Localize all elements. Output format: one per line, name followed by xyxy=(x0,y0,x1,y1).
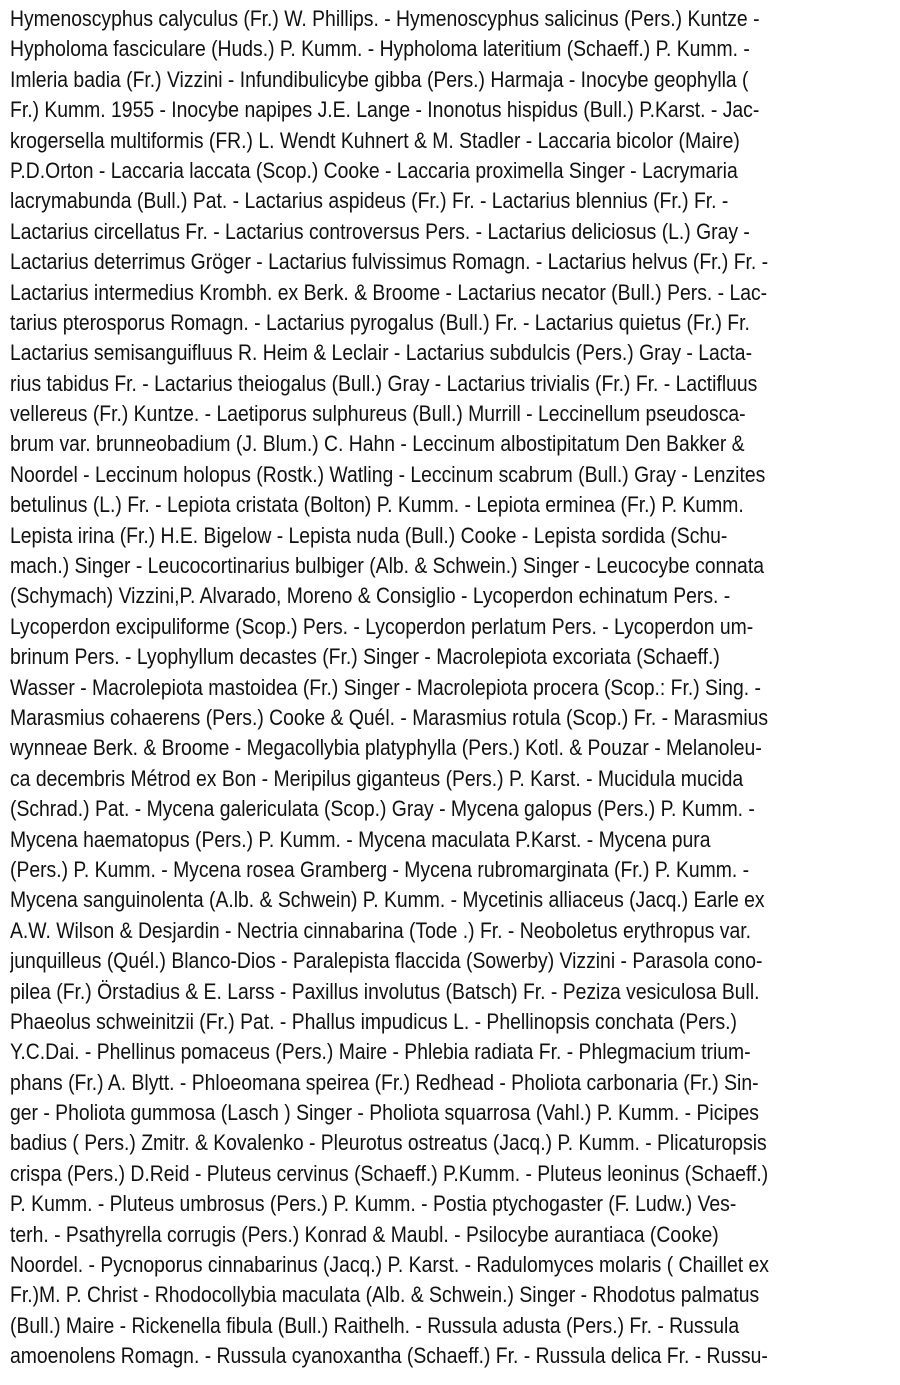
text-line: brinum Pers. - Lyophyllum decastes (Fr.) Singer - Macrolepiota excoriata (Schaeff.) xyxy=(10,644,720,670)
text-line: pilea (Fr.) Örstadius & E. Larss - Paxillus involutus (Batsch) Fr. - Peziza vesiculosa Bull. xyxy=(10,978,760,1004)
text-line: Imleria badia (Fr.) Vizzini - Infundibulicybe gibba (Pers.) Harmaja - Inocybe geophylla ( xyxy=(10,66,749,92)
text-line: wynneae Berk. & Broome - Megacollybia platyphylla (Pers.) Kotl. & Pouzar - Melanoleu- xyxy=(10,735,762,761)
text-line: (Schrad.) Pat. - Mycena galericulata (Scop.) Gray - Mycena galopus (Pers.) P. Kumm. - xyxy=(10,796,755,822)
text-line: Marasmius cohaerens (Pers.) Cooke & Quél. - Marasmius rotula (Scop.) Fr. - Marasmius xyxy=(10,704,769,730)
text-line: Hymenoscyphus calyculus (Fr.) W. Phillips. - Hymenoscyphus salicinus (Pers.) Kuntze - xyxy=(10,6,760,31)
text-line: (Pers.) P. Kumm. - Mycena rosea Gramberg - Mycena rubromarginata (Fr.) P. Kumm. - xyxy=(10,856,750,882)
text-line: ger - Pholiota gummosa (Lasch ) Singer - Pholiota squarrosa (Vahl.) P. Kumm. - Picipes xyxy=(10,1100,759,1126)
text-line: Phaeolus schweinitzii (Fr.) Pat. - Phallus impudicus L. - Phellinopsis conchata (Pers.) xyxy=(10,1008,738,1034)
text-line: tarius pterosporus Romagn. - Lactarius pyrogalus (Bull.) Fr. - Lactarius quietus (Fr.) Fr. xyxy=(10,309,750,335)
text-line: vellereus (Fr.) Kuntze. - Laetiporus sulphureus (Bull.) Murrill - Leccinellum pseudosca- xyxy=(10,401,746,427)
text-line: mach.) Singer - Leucocortinarius bulbiger (Alb. & Schwein.) Singer - Leucocybe connata xyxy=(10,553,764,579)
text-line: Lactarius intermedius Krombh. ex Berk. & Broome - Lactarius necator (Bull.) Pers. - Lac- xyxy=(10,279,768,305)
text-line: crispa (Pers.) D.Reid - Pluteus cervinus (Schaeff.) P.Kumm. - Pluteus leoninus (Schaeff.) xyxy=(10,1160,769,1186)
text-line: badius ( Pers.) Zmitr. & Kovalenko - Pleurotus ostreatus (Jacq.) P. Kumm. - Plicaturopsis xyxy=(10,1130,767,1156)
text-line: betulinus (L.) Fr. - Lepiota cristata (Bolton) P. Kumm. - Lepiota erminea (Fr.) P. Kumm. xyxy=(10,492,744,518)
text-line: A.W. Wilson & Desjardin - Nectria cinnabarina (Tode .) Fr. - Neoboletus erythropus var. xyxy=(10,917,751,943)
text-line: brum var. brunneobadium (J. Blum.) C. Hahn - Leccinum albostipitatum Den Bakker & xyxy=(10,431,745,457)
text-line: Lycoperdon excipuliforme (Scop.) Pers. - Lycoperdon perlatum Pers. - Lycoperdon um- xyxy=(10,613,754,639)
text-line: (Bull.) Maire - Rickenella fibula (Bull.) Raithelh. - Russula adusta (Pers.) Fr. - Russula xyxy=(10,1312,740,1338)
text-line: junquilleus (Quél.) Blanco-Dios - Paralepista flaccida (Sowerby) Vizzini - Parasola cono- xyxy=(10,948,763,974)
text-line: Fr.) Kumm. 1955 - Inocybe napipes J.E. Lange - Inonotus hispidus (Bull.) P.Karst. - Jac- xyxy=(10,97,760,123)
text-line: Wasser - Macrolepiota mastoidea (Fr.) Singer - Macrolepiota procera (Scop.: Fr.) Sing. - xyxy=(10,674,761,700)
text-line: Fr.)M. P. Christ - Rhodocollybia maculata (Alb. & Schwein.) Singer - Rhodotus palmatus xyxy=(10,1282,760,1308)
text-line: terh. - Psathyrella corrugis (Pers.) Konrad & Maubl. - Psilocybe aurantiaca (Cooke) xyxy=(10,1221,719,1247)
text-line: Noordel. - Pycnoporus cinnabarinus (Jacq.) P. Karst. - Radulomyces molaris ( Chaillet ex xyxy=(10,1252,769,1278)
text-line: phans (Fr.) A. Blytt. - Phloeomana speirea (Fr.) Redhead - Pholiota carbonaria (Fr.) Sin- xyxy=(10,1069,759,1095)
text-line: Lepista irina (Fr.) H.E. Bigelow - Lepista nuda (Bull.) Cooke - Lepista sordida (Schu- xyxy=(10,522,728,548)
text-line: Mycena haematopus (Pers.) P. Kumm. - Mycena maculata P.Karst. - Mycena pura xyxy=(10,826,711,852)
text-line: Mycena sanguinolenta (A.lb. & Schwein) P. Kumm. - Mycetinis alliaceus (Jacq.) Earle ex xyxy=(10,887,765,913)
text-line: Lactarius circellatus Fr. - Lactarius controversus Pers. - Lactarius deliciosus (L.) Gray - xyxy=(10,218,750,244)
text-line: krogersella multiformis (FR.) L. Wendt Kuhnert & M. Stadler - Laccaria bicolor (Maire) xyxy=(10,127,740,153)
text-line: Noordel - Leccinum holopus (Rostk.) Watling - Leccinum scabrum (Bull.) Gray - Lenzites xyxy=(10,461,766,487)
text-line: Lactarius deterrimus Gröger - Lactarius fulvissimus Romagn. - Lactarius helvus (Fr.) Fr. - xyxy=(10,249,769,275)
text-line: rius tabidus Fr. - Lactarius theiogalus (Bull.) Gray - Lactarius trivialis (Fr.) Fr. - Lactifluus xyxy=(10,370,758,396)
text-line: lacrymabunda (Bull.) Pat. - Lactarius aspideus (Fr.) Fr. - Lactarius blennius (Fr.) Fr. - xyxy=(10,188,729,214)
text-line: Lactarius semisanguifluus R. Heim & Leclair - Lactarius subdulcis (Pers.) Gray - Lacta- xyxy=(10,340,753,366)
text-line: P.D.Orton - Laccaria laccata (Scop.) Cooke - Laccaria proximella Singer - Lacrymaria xyxy=(10,157,738,183)
text-line: P. Kumm. - Pluteus umbrosus (Pers.) P. Kumm. - Postia ptychogaster (F. Ludw.) Ves- xyxy=(10,1191,737,1217)
text-line: amoenolens Romagn. - Russula cyanoxantha (Schaeff.) Fr. - Russula delica Fr. - Russu- xyxy=(10,1343,768,1369)
text-line: ca decembris Métrod ex Bon - Meripilus giganteus (Pers.) P. Karst. - Mucidula mucida xyxy=(10,765,744,791)
text-line: (Schymach) Vizzini,P. Alvarado, Moreno & Consiglio - Lycoperdon echinatum Pers. - xyxy=(10,583,731,609)
text-line: Y.C.Dai. - Phellinus pomaceus (Pers.) Maire - Phlebia radiata Fr. - Phlegmacium trium- xyxy=(10,1039,751,1065)
text-line: Hypholoma fasciculare (Huds.) P. Kumm. - Hypholoma lateritium (Schaeff.) P. Kumm. - xyxy=(10,36,750,62)
